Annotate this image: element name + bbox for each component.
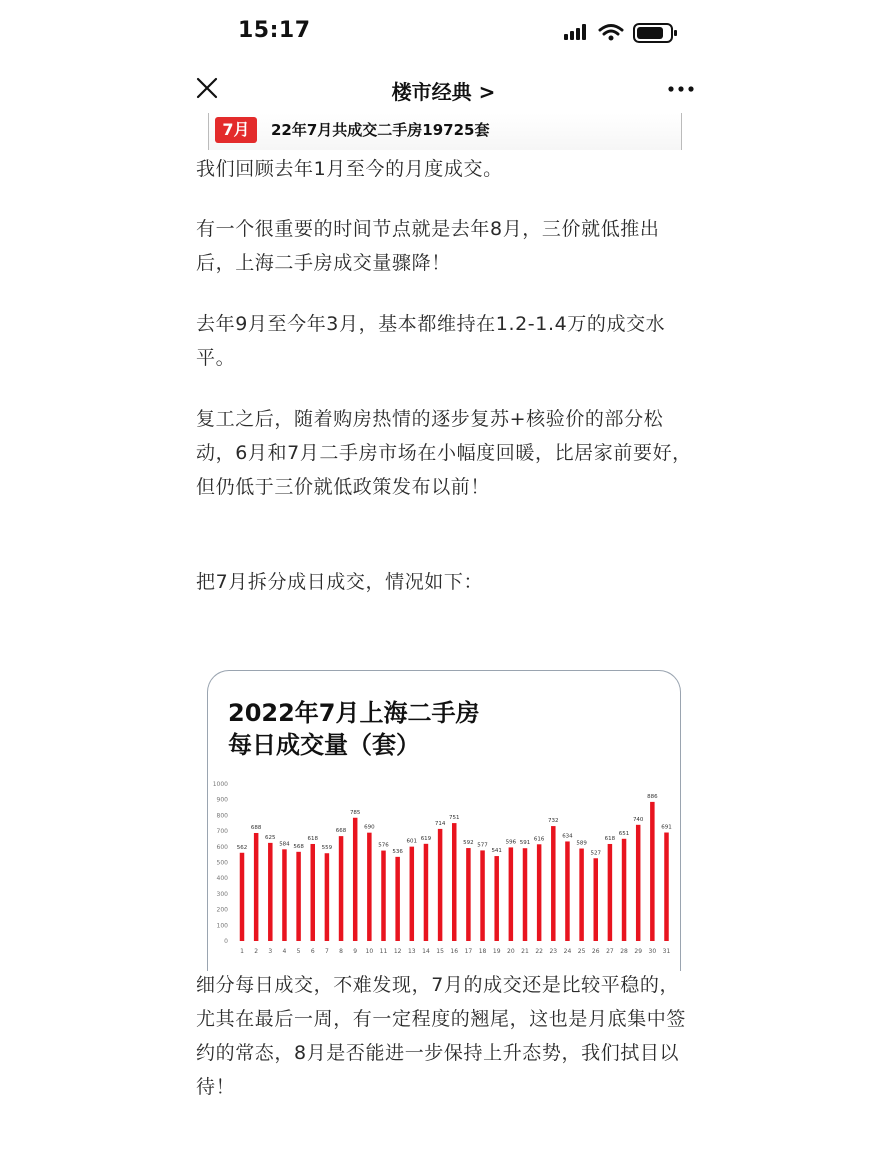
x-tick-label: 4 (282, 948, 287, 955)
data-label-26: 527 (590, 850, 601, 857)
data-label-27: 618 (604, 835, 616, 842)
account-title-link[interactable]: 楼市经典 > (391, 80, 496, 104)
data-label-21: 591 (519, 840, 531, 847)
y-tick-label: 500 (216, 859, 228, 867)
y-tick-label: 100 (216, 922, 228, 930)
x-tick-label: 14 (422, 948, 430, 955)
paragraph-5: 把7月拆分成日成交，情况如下： (196, 571, 484, 593)
x-tick-label: 29 (634, 948, 643, 955)
chart-title-line1: 2022年7月上海二手房 (228, 699, 480, 727)
battery-icon (634, 24, 677, 42)
bar-chart (208, 671, 680, 971)
bar-25 (579, 849, 584, 941)
bar-13 (410, 847, 415, 941)
y-tick-label: 900 (216, 796, 228, 804)
y-tick-label: 700 (216, 828, 228, 836)
x-tick-label: 16 (450, 948, 459, 955)
data-label-7: 559 (321, 845, 333, 852)
data-label-22: 616 (533, 836, 545, 843)
data-label-12: 536 (392, 848, 403, 855)
x-tick-label: 2 (254, 948, 259, 955)
x-tick-label: 23 (549, 948, 558, 955)
data-label-28: 651 (618, 830, 630, 837)
status-time: 15:17 (238, 18, 311, 43)
data-label-31: 691 (661, 824, 672, 831)
data-label-3: 625 (265, 834, 276, 841)
snippet-text: 22年7月共成交二手房19725套 (271, 121, 490, 139)
bar-22 (537, 844, 542, 941)
x-tick-label: 25 (577, 948, 586, 955)
x-tick-label: 22 (535, 948, 543, 955)
bar-21 (523, 848, 528, 941)
bar-11 (381, 851, 386, 941)
bar-15 (438, 829, 443, 941)
x-tick-label: 18 (478, 948, 487, 955)
data-label-6: 618 (307, 835, 318, 842)
x-tick-label: 8 (339, 948, 343, 955)
bar-18 (480, 850, 485, 941)
data-label-19: 541 (491, 848, 502, 855)
bar-27 (608, 844, 613, 941)
x-tick-label: 13 (407, 948, 416, 955)
x-tick-label: 31 (662, 948, 671, 955)
x-tick-label: 19 (492, 948, 501, 955)
x-tick-label: 10 (365, 948, 374, 955)
data-label-4: 584 (279, 841, 290, 848)
wifi-icon (600, 26, 622, 41)
data-label-13: 601 (406, 838, 418, 845)
data-label-1: 562 (236, 844, 248, 851)
bar-23 (551, 826, 556, 941)
bar-28 (622, 839, 627, 941)
data-label-18: 577 (477, 842, 488, 849)
bar-6 (311, 844, 316, 941)
bar-1 (240, 853, 245, 941)
bar-7 (325, 853, 330, 941)
bar-29 (636, 825, 641, 941)
x-tick-label: 7 (324, 948, 329, 955)
bar-24 (565, 841, 570, 941)
bar-14 (424, 844, 429, 941)
data-label-8: 668 (335, 828, 347, 835)
data-label-14: 619 (420, 835, 432, 842)
more-icon[interactable] (666, 84, 696, 94)
data-label-5: 568 (293, 843, 304, 850)
data-label-29: 740 (632, 816, 644, 823)
data-label-25: 589 (576, 840, 587, 847)
bar-5 (296, 852, 301, 941)
paragraph-3: 去年9月至今年3月，基本都维持在1.2-1.4万的成交水平。 (196, 313, 666, 369)
status-bar (0, 0, 887, 64)
x-tick-label: 9 (353, 948, 358, 955)
bar-19 (494, 856, 499, 941)
data-label-10: 690 (364, 824, 375, 831)
paragraph-2: 有一个很重要的时间节点就是去年8月，三价就低推出后，上海二手房成交量骤降！ (196, 218, 660, 274)
paragraph-1: 我们回顾去年1月至今的月度成交。 (196, 158, 503, 180)
data-label-20: 596 (505, 839, 517, 846)
y-tick-label: 200 (216, 906, 228, 914)
bar-12 (395, 857, 400, 941)
x-tick-label: 26 (591, 948, 600, 955)
x-tick-label: 24 (563, 948, 572, 955)
x-tick-label: 3 (268, 948, 273, 955)
y-tick-label: 600 (216, 843, 228, 851)
signal-icon (564, 24, 586, 40)
x-tick-label: 12 (393, 948, 402, 955)
paragraph-6: 细分每日成交，不难发现，7月的成交还是比较平稳的，尤其在最后一周，有一定程度的翘尾，这也是月底集中签约的常态，8月是否能进一步保持上升态势，我们拭目以待！ (196, 974, 687, 1098)
data-label-9: 785 (349, 809, 361, 816)
bar-17 (466, 848, 471, 941)
data-label-11: 576 (378, 842, 389, 849)
x-tick-label: 20 (507, 948, 515, 955)
data-label-17: 592 (463, 840, 474, 847)
x-tick-label: 17 (464, 948, 473, 955)
y-tick-label: 1000 (212, 781, 228, 788)
data-label-2: 688 (250, 824, 262, 831)
y-tick-label: 800 (216, 812, 228, 820)
data-label-30: 886 (647, 793, 658, 800)
month-badge: 7月 (215, 117, 257, 143)
bar-8 (339, 836, 344, 941)
paragraph-4: 复工之后，随着购房热情的逐步复苏+核验价的部分松动，6月和7月二手房市场在小幅度回暖，比居家前要好，但仍低于三价就低政策发布以前！ (196, 408, 692, 498)
x-tick-label: 15 (436, 948, 444, 955)
x-tick-label: 27 (606, 948, 614, 955)
data-label-16: 751 (449, 815, 460, 822)
data-label-24: 634 (562, 833, 573, 840)
x-tick-label: 5 (296, 948, 301, 955)
bar-4 (282, 849, 287, 941)
bar-16 (452, 823, 457, 941)
data-label-23: 732 (548, 818, 559, 825)
x-tick-label: 30 (648, 948, 657, 955)
x-tick-label: 28 (620, 948, 628, 955)
bar-9 (353, 818, 358, 941)
x-tick-label: 11 (379, 948, 388, 955)
bar-10 (367, 833, 372, 941)
data-label-15: 714 (434, 820, 446, 827)
chart-title-line2: 每日成交量（套） (228, 731, 420, 759)
x-tick-label: 6 (310, 948, 315, 955)
x-tick-label: 21 (521, 948, 529, 955)
bar-2 (254, 833, 259, 941)
y-tick-label: 0 (224, 938, 228, 945)
bar-26 (594, 858, 599, 941)
bar-3 (268, 843, 273, 941)
bar-30 (650, 802, 655, 941)
bar-31 (664, 833, 669, 941)
chart-card (207, 670, 681, 971)
x-tick-label: 1 (240, 948, 244, 955)
y-tick-label: 300 (216, 890, 228, 898)
y-tick-label: 400 (216, 875, 228, 883)
cropped-image-snippet (208, 113, 682, 150)
bar-20 (509, 847, 513, 941)
status-icons (562, 22, 680, 44)
